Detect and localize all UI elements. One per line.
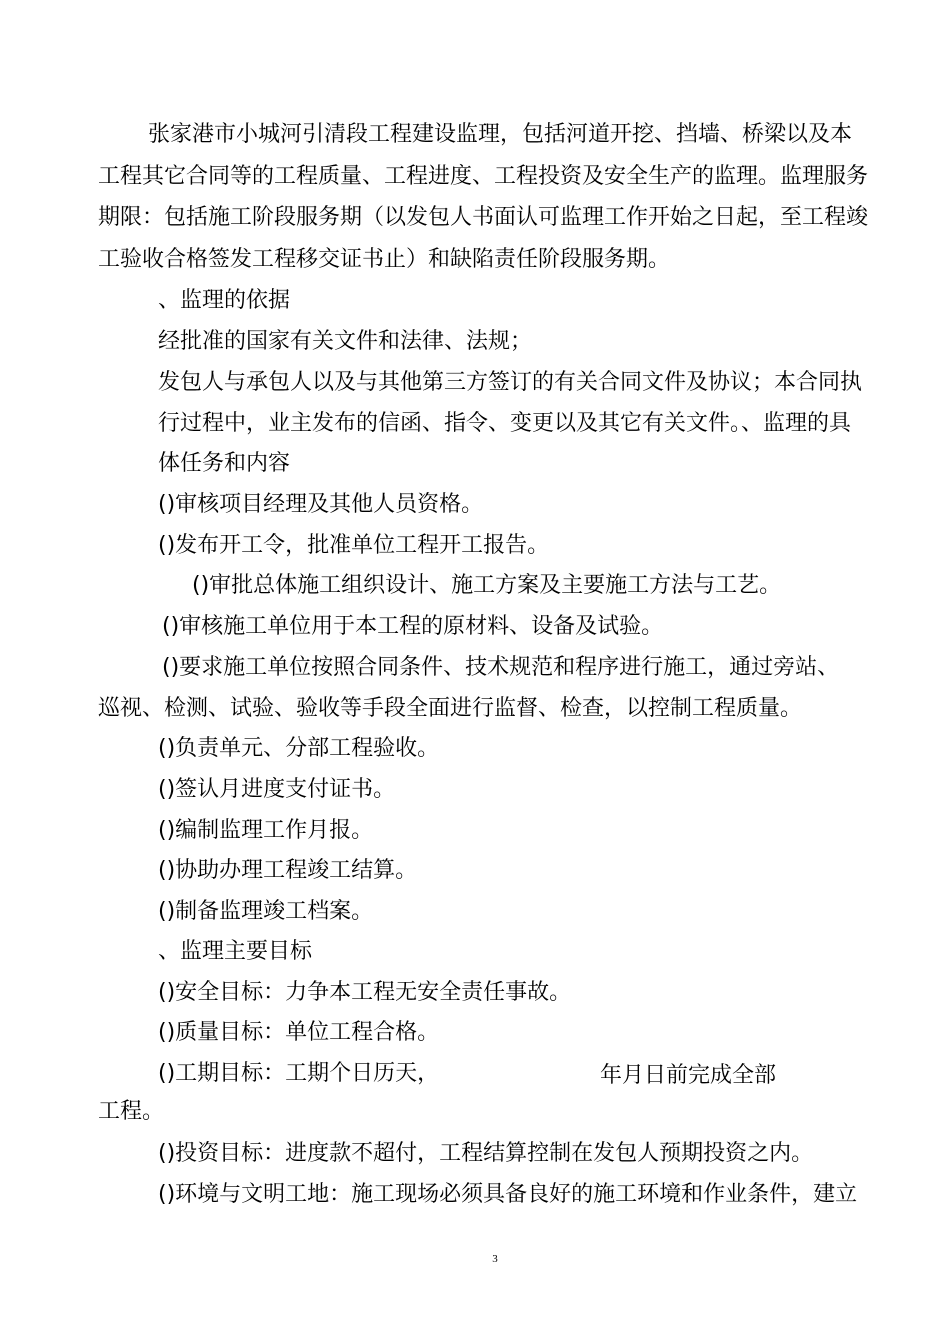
goal-schedule-part-3: 工程。 [98,1099,165,1124]
goal-environment: ()环境与文明工地：施工现场必须具备良好的施工环境和作业条件，建立 [158,1182,858,1207]
task-item-4: ()审核施工单位用于本工程的原材料、设备及试验。 [162,614,664,639]
goal-schedule-part-1: ()工期目标：工期个日历天， [158,1061,440,1086]
page-number: 3 [492,1253,498,1265]
basis-heading: 、监理的依据 [158,288,291,313]
task-item-2: ()发布开工令，批准单位工程开工报告。 [158,533,550,558]
task-item-5-line-1: ()要求施工单位按照合同条件、技术规范和程序进行施工，通过旁站、 [162,655,840,680]
basis-item-2-line-2: 行过程中，业主发布的信函、指令、变更以及其它有关文件。、监理的具 [158,411,852,436]
goal-investment: ()投资目标：进度款不超付，工程结算控制在发包人预期投资之内。 [158,1141,814,1166]
task-item-1: ()审核项目经理及其他人员资格。 [158,492,484,517]
task-item-10: ()制备监理竣工档案。 [158,899,374,924]
intro-line-3: 期限：包括施工阶段服务期（以发包人书面认可监理工作开始之日起，至工程竣 [98,205,869,230]
intro-line-2: 工程其它合同等的工程质量、工程进度、工程投资及安全生产的监理。监理服务 [98,164,869,189]
basis-item-2-line-1: 发包人与承包人以及与其他第三方签订的有关合同文件及协议；本合同执 [158,370,863,395]
basis-item-2-line-3: 体任务和内容 [158,451,291,476]
intro-line-4: 工验收合格签发工程移交证书止）和缺陷责任阶段服务期。 [98,247,671,272]
goal-quality: ()质量目标：单位工程合格。 [158,1020,440,1045]
basis-item-1: 经批准的国家有关文件和法律、法规； [158,329,533,354]
task-item-3: ()审批总体施工组织设计、施工方案及主要施工方法与工艺。 [192,573,782,598]
task-item-8: ()编制监理工作月报。 [158,818,374,843]
intro-line-1: 张家港市小城河引清段工程建设监理，包括河道开挖、挡墙、桥梁以及本 [148,122,853,147]
task-item-7: ()签认月进度支付证书。 [158,777,396,802]
task-item-6: ()负责单元、分部工程验收。 [158,736,440,761]
goals-heading: 、监理主要目标 [158,939,313,964]
goal-schedule-part-2: 年月日前完成全部 [600,1063,777,1088]
goal-safety: ()安全目标：力争本工程无安全责任事故。 [158,980,572,1005]
task-item-9: ()协助办理工程竣工结算。 [158,858,418,883]
task-item-5-line-2: 巡视、检测、试验、验收等手段全面进行监督、检查，以控制工程质量。 [98,696,803,721]
